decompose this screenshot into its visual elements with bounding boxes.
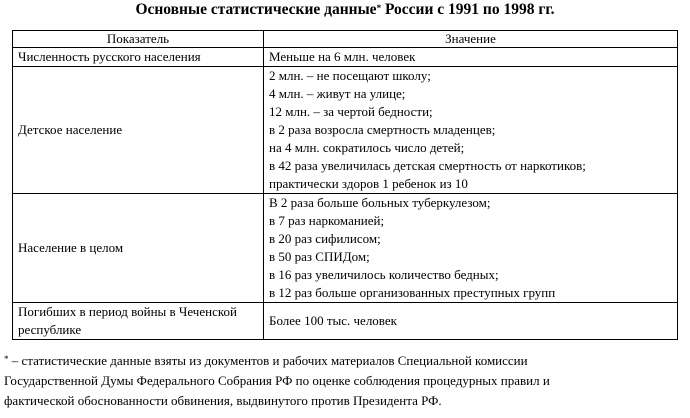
value-line: практически здоров 1 ребенок из 10 bbox=[269, 176, 468, 191]
value-line: 4 млн. – живут на улице; bbox=[269, 86, 406, 101]
header-indicator: Показатель bbox=[13, 31, 264, 48]
value-line: В 2 раза больше больных туберкулезом; bbox=[269, 195, 491, 210]
value-line: в 2 раза возросла смертность младенцев; bbox=[269, 122, 496, 137]
row-label: Численность русского населения bbox=[13, 48, 264, 67]
table-row bbox=[13, 67, 678, 194]
value-line: Меньше на 6 млн. человек bbox=[269, 49, 416, 64]
footnote-line: Государственной Думы Федерального Собрания РФ по оценке соблюдения процедурных правил и bbox=[4, 373, 550, 388]
table-row bbox=[13, 48, 678, 67]
document-title bbox=[0, 0, 690, 20]
row-label: Население в целом bbox=[13, 194, 264, 303]
footnote-line: фактической обоснованности обвинения, выдвинутого против Президента РФ. bbox=[4, 393, 442, 408]
row-label: Погибших в период войны в Чеченской республике bbox=[13, 303, 264, 340]
value-line: в 42 раза увеличилась детская смертность от наркотиков; bbox=[269, 158, 586, 173]
value-line: 2 млн. – не посещают школу; bbox=[269, 68, 431, 83]
header-value: Значение bbox=[264, 31, 678, 48]
footnote-mark: * bbox=[4, 354, 9, 364]
value-line: в 7 раз наркоманией; bbox=[269, 213, 385, 228]
table-row bbox=[13, 194, 678, 303]
value-line: в 16 раз увеличилось количество бедных; bbox=[269, 267, 499, 282]
footnote bbox=[4, 351, 686, 411]
row-value bbox=[264, 194, 678, 303]
value-line: в 20 раз сифилисом; bbox=[269, 231, 381, 246]
value-line: в 12 раз больше организованных преступных групп bbox=[269, 285, 556, 300]
value-line: на 4 млн. сократилось число детей; bbox=[269, 140, 465, 155]
row-value bbox=[264, 48, 678, 67]
value-line: 12 млн. – за чертой бедности; bbox=[269, 104, 433, 119]
value-line: Более 100 тыс. человек bbox=[269, 313, 397, 328]
title-prefix: Основные статистические данные bbox=[135, 1, 377, 18]
title-suffix: России с 1991 по 1998 гг. bbox=[381, 1, 555, 18]
footnote-line bbox=[4, 351, 686, 371]
statistics-table bbox=[12, 30, 678, 340]
row-value bbox=[264, 67, 678, 194]
footnote-text: – статистические данные взяты из документов и рабочих материалов Специальной комиссии bbox=[8, 353, 528, 368]
row-value bbox=[264, 303, 678, 340]
value-line: в 50 раз СПИДом; bbox=[269, 249, 370, 264]
table-row bbox=[13, 303, 678, 340]
title-footnote-mark: * bbox=[376, 3, 382, 13]
table-header-row bbox=[13, 31, 678, 48]
row-label: Детское население bbox=[13, 67, 264, 194]
